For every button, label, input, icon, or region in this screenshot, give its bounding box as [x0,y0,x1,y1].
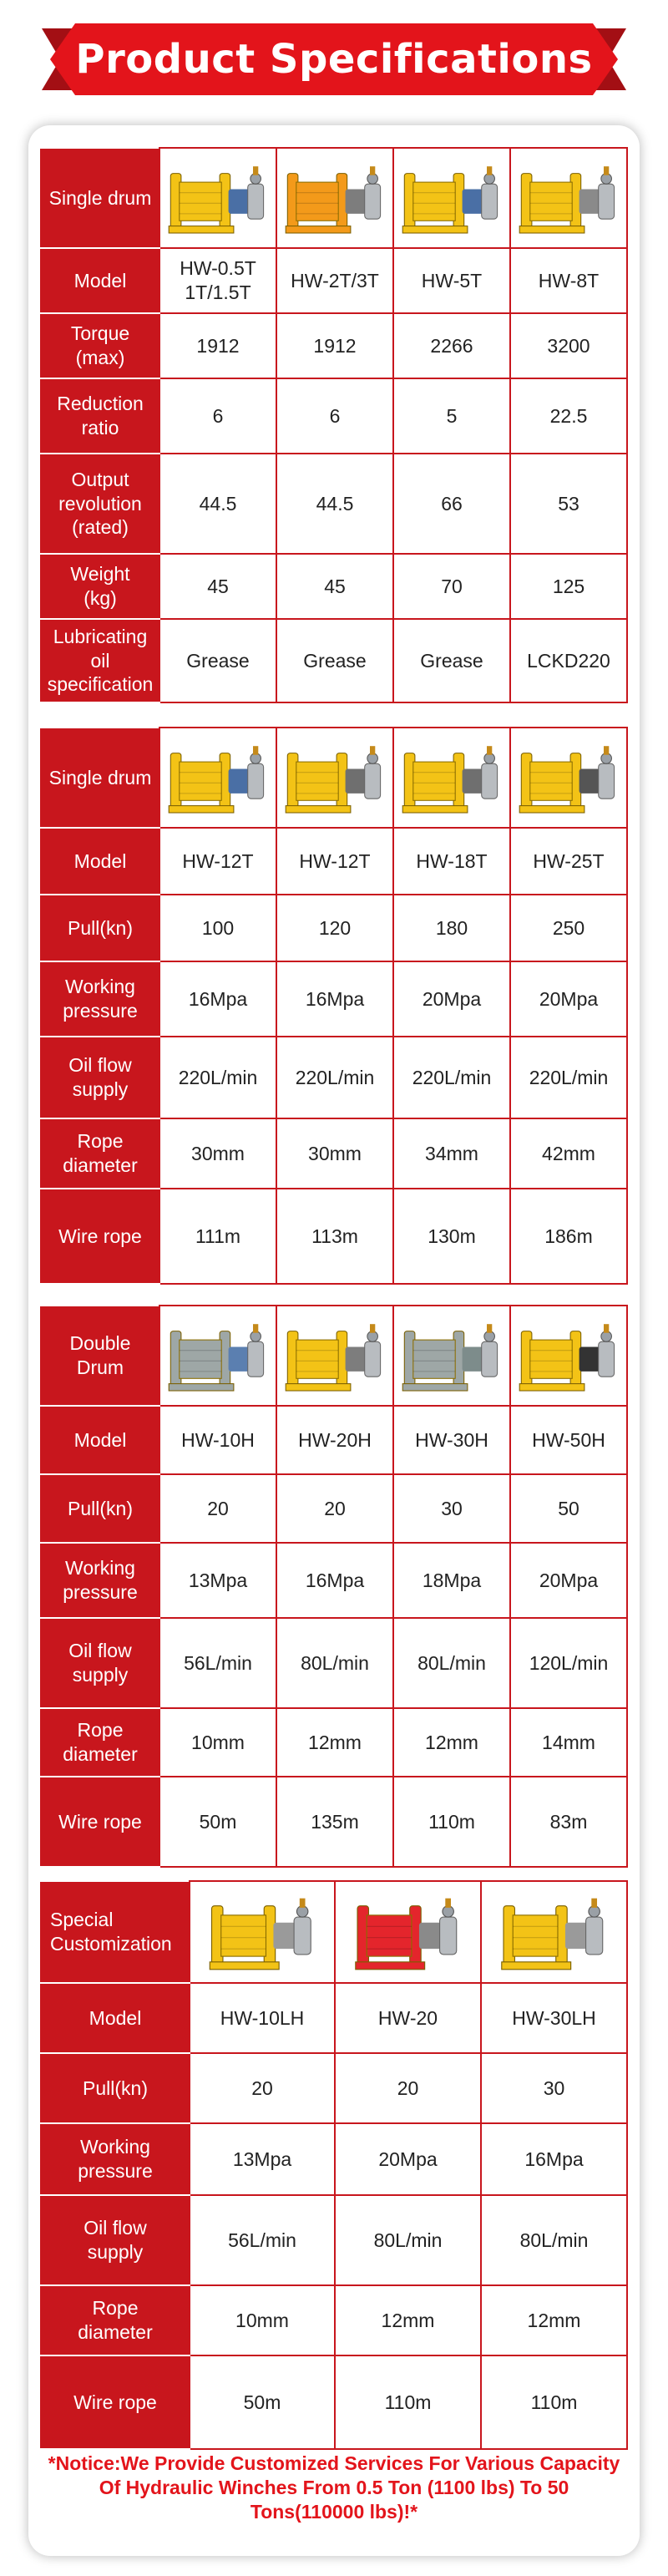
row-label: Model [41,1983,190,2053]
table-cell: 14mm [510,1708,627,1777]
winch-photo-icon [282,732,387,824]
spec-table-single-drum-large [40,727,628,1285]
table-row [41,2355,627,2449]
table-cell: 110m [393,1777,510,1867]
table-cell: HW-2T/3T [276,248,393,313]
table-cell: 135m [276,1777,393,1867]
table-cell: 20 [335,2053,481,2123]
table-cell: HW-30H [393,1406,510,1474]
table-cell: 110m [335,2355,481,2449]
image-row [41,728,627,828]
product-image-cell [393,1306,510,1406]
table-cell: 50m [159,1777,276,1867]
table-cell: HW-20 [335,1983,481,2053]
row-label: Wire rope [41,2355,190,2449]
table-cell: Grease [276,619,393,702]
table-cell: HW-30LH [481,1983,627,2053]
table-cell: HW-12T [276,828,393,895]
winch-photo-icon [165,1310,271,1402]
table-cell: 120L/min [510,1618,627,1708]
table-cell: 220L/min [159,1037,276,1118]
winch-photo-icon [282,152,387,244]
table-row [41,554,627,619]
table-cell: 12mm [276,1708,393,1777]
table-cell: 2266 [393,313,510,378]
row-label: Single drum [41,728,159,828]
row-label: Model [41,828,159,895]
winch-photo-icon [516,1310,621,1402]
winch-photo-icon [399,732,504,824]
table-row [41,454,627,554]
table-cell: 30mm [159,1118,276,1189]
table-cell: 50m [190,2355,335,2449]
table-cell: 30 [393,1474,510,1543]
table-cell: LCKD220 [510,619,627,702]
row-label: Working pressure [41,1543,159,1618]
image-row [41,1306,627,1406]
spec-table-double-drum [40,1305,628,1868]
table-cell: Grease [159,619,276,702]
table-cell: 110m [481,2355,627,2449]
table-cell: 10mm [159,1708,276,1777]
table-cell: HW-20H [276,1406,393,1474]
table-cell: 66 [393,454,510,554]
table-row [41,828,627,895]
spec-table-special-customization [40,1880,628,2450]
table-row [41,248,627,313]
table-cell: 80L/min [393,1618,510,1708]
product-image-cell [276,728,393,828]
row-label: Wire rope [41,1189,159,1284]
table-cell: HW-5T [393,248,510,313]
row-label: Wire rope [41,1777,159,1867]
table-cell: 220L/min [276,1037,393,1118]
row-label: Oil flow supply [41,1037,159,1118]
table-row [41,1189,627,1284]
winch-photo-icon [165,152,271,244]
image-row [41,1881,627,1983]
table-cell: 16Mpa [276,961,393,1037]
product-image-cell [335,1881,481,1983]
table-cell: 44.5 [159,454,276,554]
table-cell: 20Mpa [335,2123,481,2195]
product-image-cell [190,1881,335,1983]
table-cell: 44.5 [276,454,393,554]
title-banner [42,23,626,95]
table-row [41,1037,627,1118]
row-label: Pull(kn) [41,1474,159,1543]
table-cell: HW-10LH [190,1983,335,2053]
table-cell: 220L/min [393,1037,510,1118]
page-title: Product Specifications [75,36,593,83]
table-cell: HW-50H [510,1406,627,1474]
table-cell: HW-12T [159,828,276,895]
table-cell: 45 [159,554,276,619]
table-cell: 5 [393,378,510,454]
table-cell: 80L/min [335,2195,481,2285]
table-cell: 100 [159,895,276,961]
table-cell: HW-10H [159,1406,276,1474]
table-cell: 53 [510,454,627,554]
table-cell: 125 [510,554,627,619]
product-image-cell [393,728,510,828]
product-image-cell [276,1306,393,1406]
table-cell: 50 [510,1474,627,1543]
table-cell: 6 [276,378,393,454]
table-cell: HW-0.5T 1T/1.5T [159,248,276,313]
row-label: Oil flow supply [41,2195,190,2285]
table-cell: 250 [510,895,627,961]
table-cell: 30mm [276,1118,393,1189]
table-cell: HW-25T [510,828,627,895]
row-label: Model [41,1406,159,1474]
table-cell: 12mm [335,2285,481,2355]
table-row [41,619,627,702]
winch-photo-icon [516,732,621,824]
winch-photo-icon [165,732,271,824]
product-image-cell [276,148,393,248]
product-image-cell [510,728,627,828]
table-cell: 80L/min [276,1618,393,1708]
table-cell: 20 [276,1474,393,1543]
table-row [41,895,627,961]
product-image-cell [510,1306,627,1406]
table-row [41,1777,627,1867]
row-label: Oil flow supply [41,1618,159,1708]
table-cell: 120 [276,895,393,961]
table-cell: 34mm [393,1118,510,1189]
table-cell: 111m [159,1189,276,1284]
row-label: Reduction ratio [41,378,159,454]
table-cell: 1912 [276,313,393,378]
winch-photo-icon [195,1885,329,1979]
table-row [41,1543,627,1618]
product-image-cell [159,148,276,248]
table-cell: 45 [276,554,393,619]
table-cell: 13Mpa [159,1543,276,1618]
row-label: Weight (kg) [41,554,159,619]
notice-text: *Notice:We Provide Customized Services For Various Capacity Of Hydraulic Winches From 0.5 Ton (1100 lbs) To 50 Tons(110000 lbs)!* [48,2452,620,2523]
row-label: Torque (max) [41,313,159,378]
winch-photo-icon [399,1310,504,1402]
table-cell: 220L/min [510,1037,627,1118]
table-row [41,961,627,1037]
table-cell: 20Mpa [393,961,510,1037]
table-cell: 56L/min [190,2195,335,2285]
table-cell: 12mm [481,2285,627,2355]
table-row [41,2195,627,2285]
row-label: Working pressure [41,961,159,1037]
winch-photo-icon [399,152,504,244]
row-label: Lubricating oil specification [41,619,159,702]
table-row [41,2053,627,2123]
table-cell: 3200 [510,313,627,378]
row-label: Pull(kn) [41,2053,190,2123]
table-cell: 186m [510,1189,627,1284]
table-row [41,378,627,454]
table-row [41,2285,627,2355]
row-label: Rope diameter [41,2285,190,2355]
table-cell: 20Mpa [510,1543,627,1618]
row-label: Model [41,248,159,313]
row-label: Output revolution (rated) [41,454,159,554]
table-cell: 83m [510,1777,627,1867]
product-image-cell [510,148,627,248]
row-label: Special Customization [41,1881,190,1983]
table-cell: 20Mpa [510,961,627,1037]
table-row [41,1983,627,2053]
product-image-cell [159,1306,276,1406]
table-row [41,1618,627,1708]
table-cell: 16Mpa [159,961,276,1037]
table-row [41,313,627,378]
table-cell: 16Mpa [481,2123,627,2195]
table-cell: 20 [159,1474,276,1543]
table-cell: 70 [393,554,510,619]
row-label: Rope diameter [41,1118,159,1189]
table-cell: 18Mpa [393,1543,510,1618]
winch-photo-icon [516,152,621,244]
table-cell: 1912 [159,313,276,378]
table-cell: 10mm [190,2285,335,2355]
row-label: Rope diameter [41,1708,159,1777]
table-cell: 13Mpa [190,2123,335,2195]
table-row [41,1406,627,1474]
table-cell: 80L/min [481,2195,627,2285]
spec-table-single-drum-small [40,147,628,703]
row-label: Pull(kn) [41,895,159,961]
table-cell: 180 [393,895,510,961]
table-cell: 130m [393,1189,510,1284]
product-image-cell [481,1881,627,1983]
table-cell: 30 [481,2053,627,2123]
table-cell: HW-18T [393,828,510,895]
table-cell: 22.5 [510,378,627,454]
table-cell: 113m [276,1189,393,1284]
table-row [41,1474,627,1543]
table-row [41,1118,627,1189]
table-cell: 42mm [510,1118,627,1189]
row-label: Working pressure [41,2123,190,2195]
product-image-cell [159,728,276,828]
table-cell: 6 [159,378,276,454]
table-cell: 16Mpa [276,1543,393,1618]
winch-photo-icon [341,1885,475,1979]
product-image-cell [393,148,510,248]
winch-photo-icon [487,1885,621,1979]
table-row [41,1708,627,1777]
row-label: Double Drum [41,1306,159,1406]
table-cell: Grease [393,619,510,702]
table-cell: HW-8T [510,248,627,313]
winch-photo-icon [282,1310,387,1402]
table-cell: 56L/min [159,1618,276,1708]
table-cell: 12mm [393,1708,510,1777]
row-label: Single drum [41,148,159,248]
image-row [41,148,627,248]
table-cell: 20 [190,2053,335,2123]
table-row [41,2123,627,2195]
